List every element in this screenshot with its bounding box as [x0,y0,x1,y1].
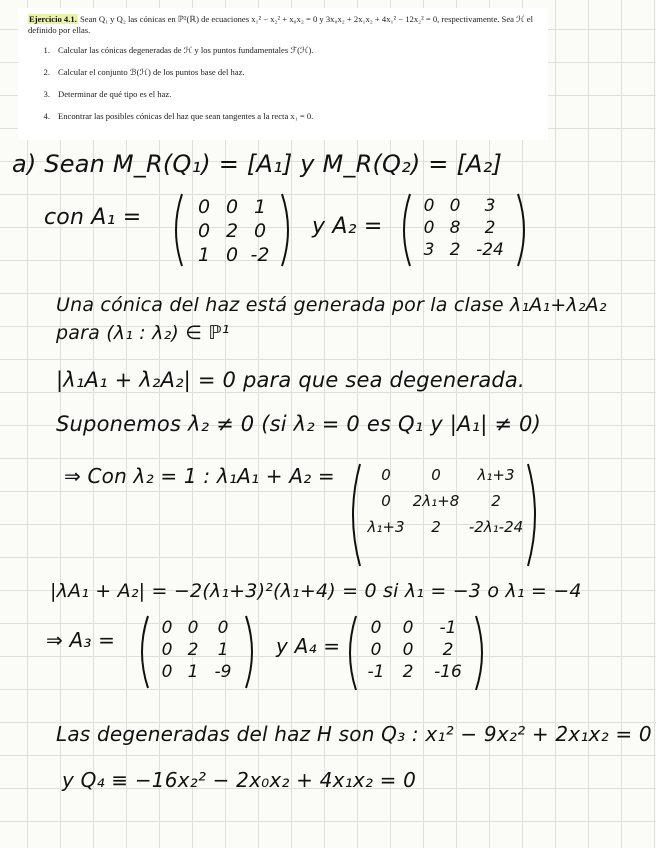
matrix-a3-cells [154,618,240,682]
note-y-a4: y A₄ = [276,634,341,658]
matrix-cell: -1 [439,618,457,638]
note-line-con-lambda: ⇒ Con λ₂ = 1 : λ₁A₁ + A₂ = [64,464,335,488]
note-con-a1: con A₁ = [44,205,142,230]
note-y-a2: y A₂ = [312,214,383,239]
matrix-cell: 2 [402,662,414,682]
matrix-cell: 0 [197,220,211,242]
matrix-cell: -2 [250,244,270,266]
note-line-conica: Una cónica del haz está generada por la clase λ₁A₁+λ₂A₂ [56,294,607,316]
task-number: 4. [43,111,50,121]
task-item [42,111,540,122]
task-item [42,89,540,100]
matrix-a1-cells [190,196,274,266]
matrix-cell: 0 [161,662,173,682]
matrix-cell: -1 [367,662,385,682]
note-line-suponemos: Suponemos λ₂ ≠ 0 (si λ₂ = 0 es Q₁ y |A₁| ≠ 0) [56,412,541,436]
note-line-degenerada: |λ₁A₁ + λ₂A₂| = 0 para que sea degenerada. [56,368,525,392]
matrix-cell: λ₁+3 [367,518,405,536]
note-line-q4: y Q₄ ≡ −16x₂² − 2x₀x₂ + 4x₁x₂ = 0 [62,768,417,792]
matrix-cell: 2 [442,640,454,660]
matrix-cell: 0 [370,640,382,660]
matrix-cell: 3 [423,240,435,260]
matrix-cell: 0 [402,618,414,638]
matrix-a4 [346,612,486,694]
note-line-degeneradas: Las degeneradas del haz H son Q₃ : x₁² − 9x₂² + 2x₁x₂ = 0 [56,722,652,746]
matrix-pencil [350,460,540,570]
matrix-cell: 1 [187,662,199,682]
matrix-cell: 0 [197,196,211,218]
matrix-cell: 2 [431,518,441,536]
matrix-cell: -2λ₁-24 [468,518,524,536]
matrix-a2-cells [416,196,512,260]
matrix-cell: 0 [381,466,391,484]
matrix-cell: -24 [476,240,504,260]
matrix-cell: -9 [214,662,232,682]
matrix-cell: 0 [449,196,461,216]
matrix-cell: 0 [423,218,435,238]
task-text: Determinar de qué tipo es el haz. [58,89,172,99]
exercise-label: Ejercicio 4.1. [29,14,77,24]
task-item [42,45,540,56]
matrix-a2 [400,190,528,270]
task-item [42,67,540,78]
matrix-cell: 0 [187,618,199,638]
matrix-cell: 0 [431,466,441,484]
note-line-sean: a) Sean M_R(Q₁) = [A₁] y M_R(Q₂) = [A₂] [12,150,503,178]
matrix-cell: 0 [253,220,267,242]
matrix-cell: 2λ₁+8 [412,492,460,510]
matrix-cell: 0 [370,618,382,638]
task-number: 1. [43,45,50,55]
matrix-cell: 3 [484,196,496,216]
note-line-para: para (λ₁ : λ₂) ∈ ℙ¹ [56,322,230,344]
matrix-a1 [172,190,292,270]
matrix-cell: 2 [449,240,461,260]
matrix-cell: -16 [434,662,462,682]
task-text: Calcular las cónicas degeneradas de ℋ y los puntos fundamentales ℱ(ℋ). [58,45,314,55]
matrix-cell: 0 [217,618,229,638]
matrix-a4-cells [360,618,472,682]
task-number: 3. [43,89,50,99]
task-text: Calcular el conjunto ℬ(ℋ) de los puntos base del haz. [58,67,245,77]
matrix-cell: 0 [225,244,239,266]
matrix-cell: 2 [187,640,199,660]
matrix-cell: 0 [381,492,391,510]
matrix-cell: λ₁+3 [477,466,515,484]
matrix-cell: 0 [225,196,239,218]
exercise-intro [28,14,540,36]
matrix-cell: 2 [491,492,501,510]
matrix-cell: 1 [217,640,229,660]
task-number: 2. [43,67,50,77]
matrix-cell: 8 [449,218,461,238]
matrix-pencil-cells [364,466,528,536]
matrix-a3 [138,612,256,692]
matrix-cell: 0 [161,640,173,660]
matrix-cell: 2 [484,218,496,238]
task-text: Encontrar las posibles cónicas del haz que sean tangentes a la recta x₁ = 0. [58,111,314,121]
exercise-statement [18,8,548,140]
matrix-cell: 1 [253,196,267,218]
note-a3-label: ⇒ A₃ = [46,628,116,652]
matrix-cell: 1 [197,244,211,266]
matrix-cell: 0 [423,196,435,216]
exercise-text: Sean Q₁ y Q₂ las cónicas en ℙ²(ℝ) de ecuaciones x₁² − x₂² + x₀x₂ = 0 y 3x₀x₂ + 2x₁x₂ + 4x₁² − 12x₂² = 0, respectivamente. Sea ℋ el definido por ellas. [28,14,533,35]
note-line-determinant: |λA₁ + A₂| = −2(λ₁+3)²(λ₁+4) = 0 si λ₁ = −3 o λ₁ = −4 [50,580,582,602]
matrix-cell: 0 [402,640,414,660]
matrix-cell: 2 [225,220,239,242]
matrix-cell: 0 [161,618,173,638]
task-list [42,45,540,122]
